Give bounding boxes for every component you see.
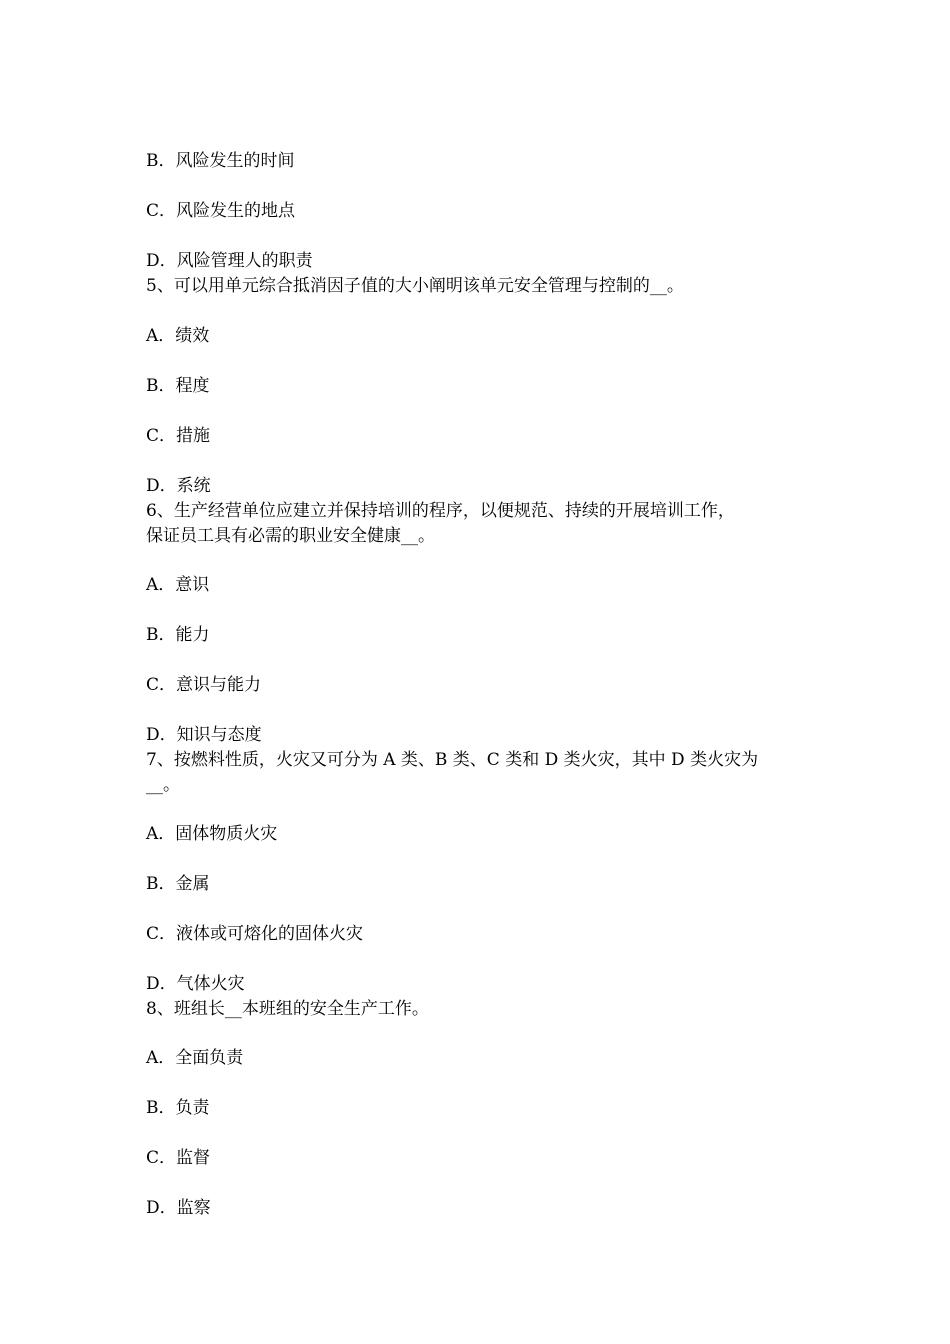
option-text: C．措施: [146, 426, 211, 446]
option-text: D．系统: [146, 476, 211, 496]
option-text: D．监察: [146, 1198, 211, 1218]
option-text: D．风险管理人的职责: [146, 251, 313, 271]
question-text: 保证员工具有必需的职业安全健康__。: [146, 526, 435, 546]
question-text: 5、可以用单元综合抵消因子值的大小阐明该单元安全管理与控制的__。: [146, 276, 684, 296]
option-text: C．风险发生的地点: [146, 201, 296, 221]
option-text: B．负责: [146, 1098, 210, 1118]
option-text: A．全面负责: [146, 1048, 244, 1068]
option-text: B．能力: [146, 625, 210, 645]
option-text: A．意识: [146, 575, 210, 595]
question-text: __。: [146, 775, 180, 795]
option-text: B．金属: [146, 874, 210, 894]
option-text: A．绩效: [146, 326, 210, 346]
option-text: D．气体火灾: [146, 974, 245, 994]
option-text: C．监督: [146, 1148, 211, 1168]
question-text: 7、按燃料性质，火灾又可分为 A 类、B 类、C 类和 D 类火灾，其中 D 类火灾为: [146, 750, 759, 770]
option-text: C．意识与能力: [146, 675, 262, 695]
option-text: B．风险发生的时间: [146, 151, 295, 171]
question-text: 6、生产经营单位应建立并保持培训的程序，以便规范、持续的开展培训工作，: [146, 501, 735, 521]
option-text: D．知识与态度: [146, 725, 262, 745]
option-text: C．液体或可熔化的固体火灾: [146, 924, 364, 944]
option-text: B．程度: [146, 376, 210, 396]
option-text: A．固体物质火灾: [146, 824, 278, 844]
question-text: 8、班组长__本班组的安全生产工作。: [146, 999, 429, 1019]
